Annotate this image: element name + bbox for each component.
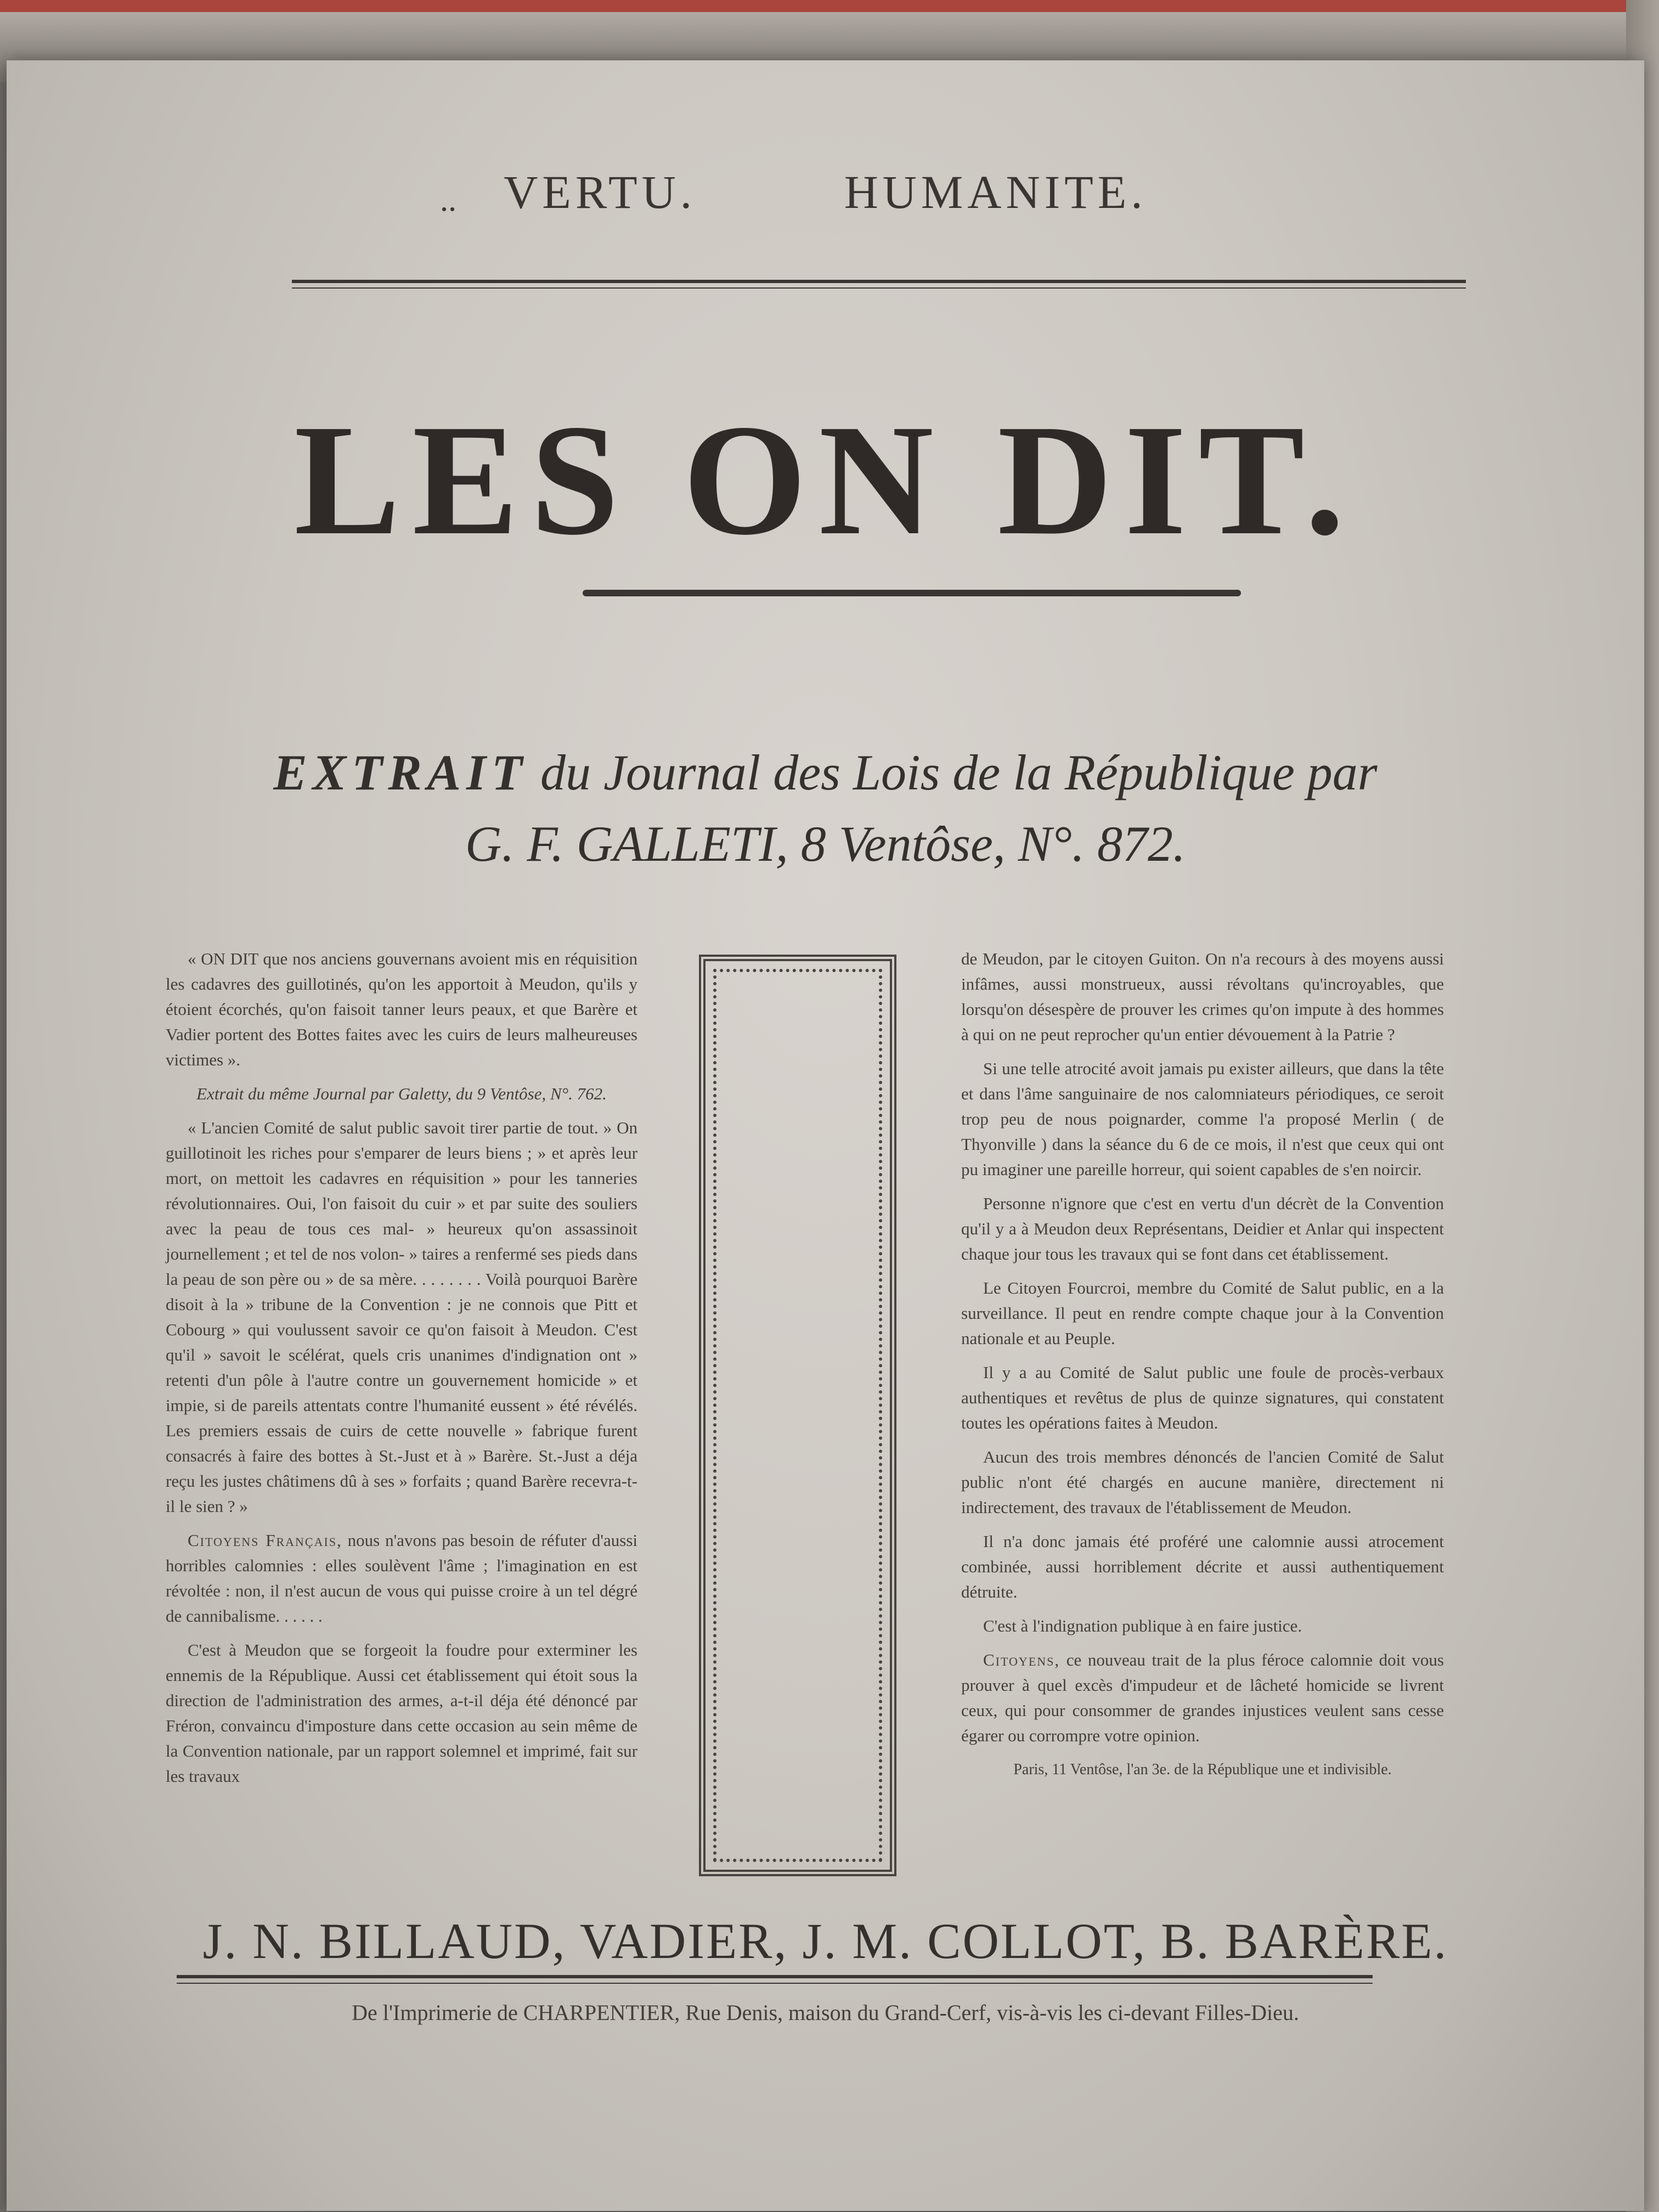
left-paragraph-4-body: nous n'avons pas besoin de réfuter d'aussi horribles calomnies : elles soulèvent l'âme ; l'imagination en est révoltée : non, il n'est aucun de vous qui puisse croire à un tel dégré de cannibalisme. . . . . . — [166, 1531, 637, 1626]
right-paragraph-5: Il y a au Comité de Salut public une foule de procès-verbaux authentiques et revêtus de plus de quinze signatures, qui constatent toutes les opérations faites à Meudon. — [961, 1363, 1444, 1432]
right-paragraph-9-body: ce nouveau trait de la plus féroce calomnie doit vous prouver à quel excès d'impudeur et de lâcheté homicide se livrent ceux, qui pour consommer de grandes injustices veulent sans cesse égarer ou corrompre votre opinion. — [961, 1650, 1444, 1745]
top-rule-thin — [292, 287, 1466, 289]
page-title: LES ON DIT. — [294, 392, 1357, 568]
motto-fragment: .. — [440, 182, 456, 218]
extract-lead: EXTRAIT — [273, 744, 528, 800]
left-paragraph-3: « L'ancien Comité de salut public savoit tirer partie de tout. » On guillotinoit les riches pour s'emparer de leurs biens ; » et après leur mort, on mettoit les cadavres en réquisition » pour les tanneries révolutionnaires. Oui, l'on faisoit du cuir » et par suite des souliers avec la peau de tous ces mal- » heureux qu'on assassinoit journellement ; et tel de nos volon- » taires a renfermé ses pieds dans la peau de son père ou » de sa mère. . . . . . . . Voilà pourquoi Barère disoit à la » tribune de la Convention : je ne connois que Pitt et Cobourg » qui voulussent savoir ce qu'on faisoit à Meudon. C'est qu'il » savoit le scélérat, quels cris unanimes d'indignation ont » retenti d'un pôle à l'autre contre un gouvernement homicide » et impie, si de pareils attentats contre l'humanité eussent » été révélés. Les premiers essais de cuirs de cette nouvelle » fabrique furent consacrés à faire des bottes à St.-Just et à » Barère. St.-Just a déja reçu les justes châtimens dû à ses » forfaits ; quand Barère recevra-t-il le sien ? » — [166, 1118, 637, 1516]
right-paragraph-8: C'est à l'indignation publique à en faire justice. — [983, 1616, 1302, 1635]
right-paragraph-9 — [961, 1647, 1444, 1748]
left-paragraph-5: C'est à Meudon que se forgeoit la foudre pour exterminer les ennemis de la République. Aussi cet établissement qui étoit sous la direction de l'administration des armes, a-t-il déja été dénoncé par Fréron, convaincu d'imposture dans cette occasion au sein même de la Convention nationale, par un rapport solemnel et imprimé, fait sur les travaux — [166, 1640, 637, 1786]
extract-line-2: G. F. GALLETI, 8 Ventôse, N°. 872. — [465, 816, 1186, 872]
left-column — [166, 946, 637, 1798]
imprint-rule — [177, 1975, 1373, 1978]
extract-line-1 — [7, 746, 1644, 799]
right-paragraph-3: Personne n'ignore que c'est en vertu d'un décrèt de la Convention qu'il y a à Meudon deux Représentans, Deidier et Anlar qui inspectent chaque jour tous les travaux qui se font dans cet établissement. — [961, 1194, 1444, 1263]
top-rule — [292, 280, 1466, 283]
right-column — [961, 946, 1444, 1791]
right-paragraph-4: Le Citoyen Fourcroi, membre du Comité de Salut public, en a la surveillance. Il peut en rendre compte chaque jour à la Convention nationale et au Peuple. — [961, 1278, 1444, 1348]
right-paragraph-2: Si une telle atrocité avoit jamais pu exister ailleurs, que dans la tête et dans l'âme sanguinaire de nos calomniateurs périodiques, ce seroit trop peu de nous poignarder, comme l'a proposé Merlin ( de Thyonville ) dans la séance du 6 de ce mois, il n'est que ceux qui ont pu imaginer une pareille horreur, qui soient capables de s'en noircir. — [961, 1059, 1444, 1179]
motto-vertu: VERTU. — [504, 166, 697, 218]
signatures: J. N. BILLAUD, VADIER, J. M. COLLOT, B. BARÈRE. — [202, 1913, 1448, 1969]
ornamental-border-inner — [713, 969, 882, 1862]
frame-top-red-strip — [0, 0, 1659, 12]
title-underline — [583, 590, 1241, 596]
ornamental-border — [699, 955, 896, 1876]
right-paragraph-7: Il n'a donc jamais été proféré une calomnie aussi atrocement combinée, aussi horriblement décrite et aussi authentiquement détruite. — [961, 1532, 1444, 1601]
left-paragraph-4-lead: Citoyens Français, — [188, 1531, 342, 1550]
right-paragraph-9-lead: Citoyens, — [983, 1650, 1060, 1669]
extract-rest: du Journal des Lois de la République par — [540, 744, 1378, 800]
motto-humanite: HUMANITE. — [844, 166, 1147, 218]
imprint-line: De l'Imprimerie de CHARPENTIER, Rue Denis, maison du Grand-Cerf, vis-à-vis les ci-devant Filles-Dieu. — [352, 2000, 1299, 2025]
left-paragraph-1: « ON DIT que nos anciens gouvernans avoient mis en réquisition les cadavres des guillotinés, qu'on les apportoit à Meudon, qu'ils y étoient écorchés, qu'on faisoit tanner leurs peaux, et que Barère et Vadier portent des Bottes faites avec les cuirs de leurs malheureuses victimes ». — [166, 949, 637, 1069]
motto-header — [7, 165, 1644, 236]
right-paragraph-6: Aucun des trois membres dénoncés de l'ancien Comité de Salut public n'ont été chargés en aucune manière, directement ni indirectement, des travaux de l'établissement de Meudon. — [961, 1447, 1444, 1517]
right-paragraph-1: de Meudon, par le citoyen Guiton. On n'a recours à des moyens aussi infâmes, aussi monstrueux, aussi révoltans qu'incroyables, que lorsqu'on désespère de prouver les crimes qu'on impute à des hommes à qui on ne peut reprocher qu'un entier dévouement à la Patrie ? — [961, 949, 1444, 1044]
imprint-rule-thin — [177, 1983, 1373, 1984]
document-sheet — [7, 60, 1644, 2211]
left-paragraph-4 — [166, 1528, 637, 1629]
date-line: Paris, 11 Ventôse, l'an 3e. de la République une et indivisible. — [1013, 1761, 1392, 1778]
left-paragraph-2: Extrait du même Journal par Galetty, du 9 Ventôse, N°. 762. — [196, 1084, 607, 1103]
